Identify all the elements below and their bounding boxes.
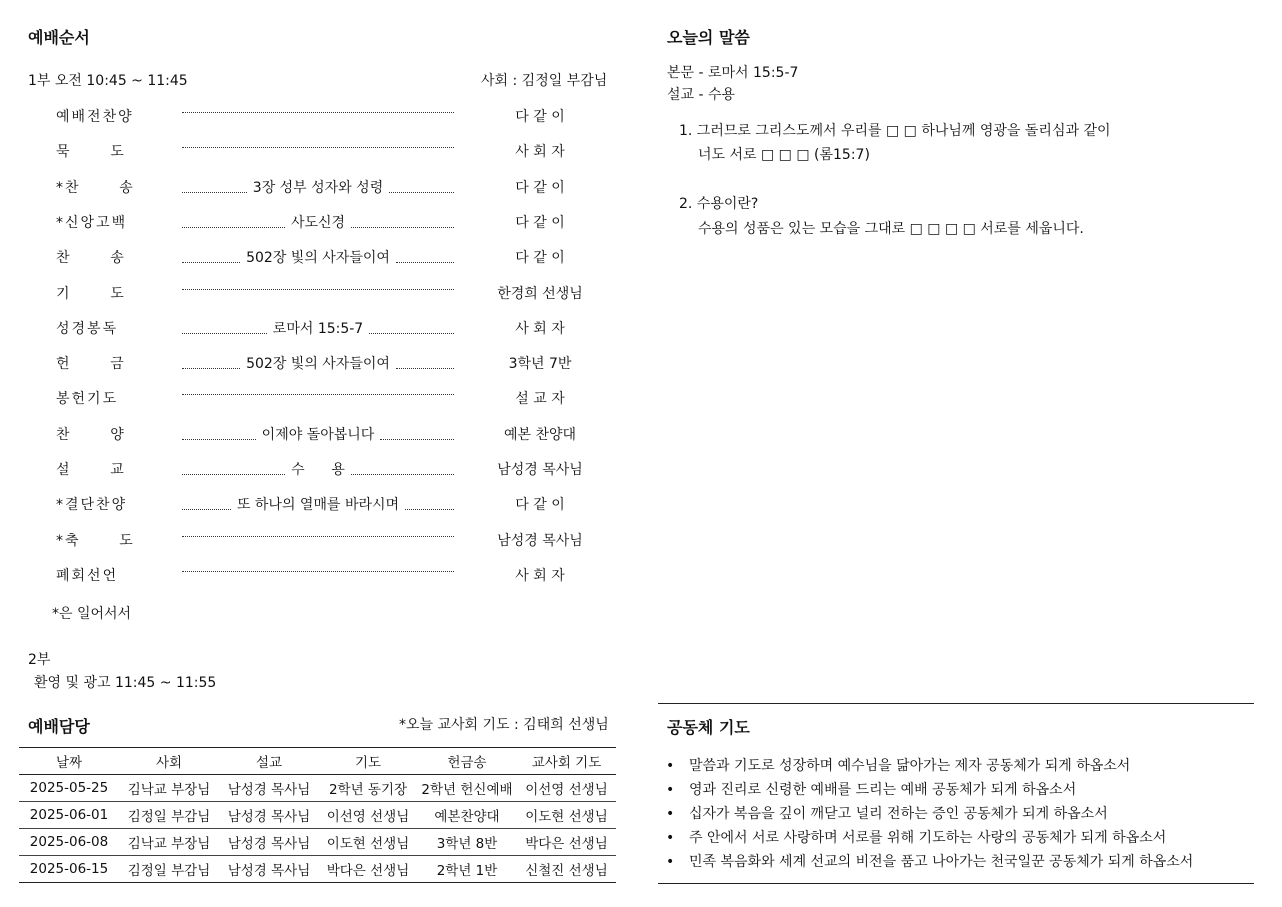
- order-item: [0, 495, 620, 515]
- order-item-leader-line: [178, 425, 458, 445]
- order-item-person: 3학년 7반: [508, 356, 572, 373]
- order-item: [0, 284, 620, 304]
- duty-title: 예배담당: [28, 717, 90, 736]
- order-item-leader-line: [178, 178, 458, 198]
- order-item-detail: 3장 성부 성자와 성령: [252, 179, 384, 196]
- duty-cell: 2학년 동기장: [328, 782, 408, 798]
- duty-cell: 이도현 선생님: [326, 836, 410, 852]
- duty-cell: 남성경 목사님: [227, 836, 311, 852]
- order-item-name: 묵 도: [56, 144, 126, 161]
- order-item-name: 예배전찬양: [56, 109, 134, 125]
- order-item-leader-line: [178, 495, 458, 515]
- duty-row: [19, 829, 616, 856]
- order-item-name: 설 교: [56, 462, 126, 478]
- prayer-item: • 영과 진리로 신령한 예배를 드리는 예배 공동체가 되게 하옵소서: [658, 778, 1254, 802]
- order-item-person: 한경희 선생님: [497, 285, 583, 302]
- part2-label: 2부: [28, 652, 51, 668]
- community-bottom-rule: [658, 883, 1254, 884]
- col-date: 날짜: [55, 755, 83, 771]
- order-item-name: *결단찬양: [56, 497, 128, 514]
- duty-cell: 2025-06-01: [29, 807, 109, 823]
- prayer-item: • 주 안에서 서로 사랑하며 서로를 위해 기도하는 사랑의 공동체가 되게 하옵소서: [658, 826, 1254, 850]
- scripture-reference: 본문 - 로마서 15:5-7: [667, 65, 799, 81]
- order-item-detail: 이제야 돌아봅니다: [261, 426, 375, 443]
- question-2-cont: 수용의 성품은 있는 모습을 그대로 □ □ □ □ 서로를 세웁니다.: [698, 221, 1084, 237]
- question-1-cont: 너도 서로 □ □ □ (롬15:7): [698, 147, 870, 163]
- order-title: 예배순서: [28, 28, 90, 47]
- order-item-leader-line: [178, 354, 458, 374]
- order-item-leader-line: [178, 531, 458, 533]
- prayer-item: • 십자가 복음을 깊이 깨닫고 널리 전하는 증인 공동체가 되게 하옵소서: [658, 802, 1254, 826]
- community-title: 공동체 기도: [667, 718, 750, 737]
- duty-row: [19, 775, 616, 802]
- duty-cell: 2학년 1반: [436, 863, 498, 879]
- duty-cell: 남성경 목사님: [227, 809, 311, 825]
- community-prayer-list: [658, 754, 1254, 874]
- order-item: [0, 178, 620, 198]
- community-top-rule: [658, 703, 1254, 704]
- order-item: [0, 213, 620, 233]
- order-item-leader-line: [178, 460, 458, 480]
- duty-cell: 김정일 부감님: [127, 863, 211, 879]
- order-item: [0, 425, 620, 445]
- duty-table: [19, 747, 616, 883]
- order-item-name: *신앙고백: [56, 214, 128, 231]
- order-item-detail: 사도신경: [290, 214, 346, 231]
- order-item-person: 다 같 이: [515, 109, 565, 125]
- duty-row: [19, 802, 616, 829]
- order-item-name: 폐회선언: [56, 567, 119, 584]
- order-item-person: 다 같 이: [515, 250, 565, 267]
- order-item: [0, 460, 620, 480]
- teacher-prayer-note: *오늘 교사회 기도 : 김태희 선생님: [399, 717, 609, 733]
- order-item: [0, 354, 620, 374]
- part1-time: 1부 오전 10:45 ~ 11:45: [28, 73, 188, 89]
- order-item-person: 예본 찬양대: [503, 426, 577, 443]
- question-1: 1. 그러므로 그리스도께서 우리를 □ □ 하나님께 영광을 돌리심과 같이: [679, 123, 1111, 139]
- col-leader: 사회: [155, 755, 183, 771]
- order-item-name: 성경봉독: [56, 320, 119, 337]
- duty-cell: 2학년 헌신예배: [421, 782, 513, 798]
- order-item: [0, 566, 620, 586]
- duty-cell: 남성경 목사님: [227, 863, 311, 879]
- order-item-name: 찬 송: [56, 250, 126, 267]
- duty-row: [19, 856, 616, 883]
- duty-cell: 2025-05-25: [29, 780, 109, 796]
- order-item: [0, 107, 620, 127]
- standing-note: *은 일어서서: [52, 606, 132, 622]
- col-preacher: 설교: [255, 755, 283, 771]
- order-item-detail: 수 용: [291, 462, 345, 478]
- duty-cell: 박다은 선생님: [525, 836, 608, 852]
- order-item-detail: 502장 빛의 사자들이여: [246, 356, 390, 373]
- duty-cell: 김정일 부감님: [127, 809, 211, 825]
- question-2: 2. 수용이란?: [679, 196, 759, 212]
- prayer-item: • 말씀과 기도로 성장하며 예수님을 닮아가는 제자 공동체가 되게 하옵소서: [658, 754, 1254, 778]
- col-offering-song: 헌금송: [447, 755, 487, 771]
- order-item-leader-line: [178, 566, 458, 568]
- word-title: 오늘의 말씀: [667, 28, 750, 47]
- duty-cell: 3학년 8반: [436, 836, 498, 852]
- sermon-title: 설교 - 수용: [667, 87, 736, 103]
- order-item-detail: 또 하나의 열매를 바라시며: [236, 497, 400, 514]
- part2-detail: 환영 및 광고 11:45 ~ 11:55: [34, 675, 217, 691]
- col-prayer: 기도: [354, 755, 382, 771]
- order-item-name: 봉헌기도: [56, 391, 119, 408]
- order-item-person: 사 회 자: [515, 320, 565, 337]
- order-item-leader-line: [178, 213, 458, 233]
- order-item-person: 다 같 이: [515, 214, 565, 231]
- col-teacher-prayer: 교사회 기도: [531, 755, 602, 771]
- order-item-detail: 로마서 15:5-7: [272, 320, 364, 337]
- duty-cell: 2025-06-08: [29, 834, 109, 850]
- duty-cell: 김낙교 부장님: [127, 782, 211, 798]
- duty-cell: 2025-06-15: [29, 861, 109, 877]
- order-item: [0, 142, 620, 162]
- duty-cell: 신철진 선생님: [525, 863, 608, 879]
- duty-cell: 김낙교 부장님: [127, 836, 211, 852]
- order-item-person: 남성경 목사님: [497, 532, 583, 549]
- order-item-name: 기 도: [56, 285, 126, 302]
- order-item-person: 설 교 자: [515, 391, 565, 408]
- order-item: [0, 531, 620, 551]
- order-item-name: 찬 양: [56, 426, 126, 443]
- order-item-name: *축 도: [56, 532, 135, 549]
- order-item: [0, 248, 620, 268]
- order-item-person: 다 같 이: [515, 179, 565, 196]
- duty-header-row: [19, 748, 616, 775]
- order-item-name: *찬 송: [56, 179, 135, 196]
- order-item-person: 다 같 이: [515, 497, 565, 514]
- duty-cell: 이선영 선생님: [326, 809, 410, 825]
- order-item-person: 사 회 자: [515, 567, 565, 584]
- order-item-leader-line: [178, 248, 458, 268]
- order-item-detail: 502장 빛의 사자들이여: [246, 250, 390, 267]
- order-item-leader-line: [178, 142, 458, 144]
- order-item-person: 사 회 자: [515, 144, 565, 161]
- duty-cell: 박다은 선생님: [326, 863, 410, 879]
- prayer-item: • 민족 복음화와 세계 선교의 비전을 품고 나아가는 천국일꾼 공동체가 되게 하옵소서: [658, 850, 1254, 874]
- order-item-leader-line: [178, 319, 458, 339]
- order-item-leader-line: [178, 389, 458, 391]
- service-leader: 사회 : 김정일 부감님: [481, 73, 608, 89]
- duty-cell: 남성경 목사님: [227, 782, 311, 798]
- order-item-leader-line: [178, 107, 458, 109]
- order-item-leader-line: [178, 284, 458, 286]
- order-item: [0, 319, 620, 339]
- order-item-name: 헌 금: [56, 356, 126, 373]
- order-item-person: 남성경 목사님: [497, 462, 583, 478]
- order-item: [0, 389, 620, 409]
- duty-cell: 예본찬양대: [434, 809, 500, 825]
- duty-cell: 이선영 선생님: [525, 782, 608, 798]
- duty-cell: 이도현 선생님: [525, 809, 608, 825]
